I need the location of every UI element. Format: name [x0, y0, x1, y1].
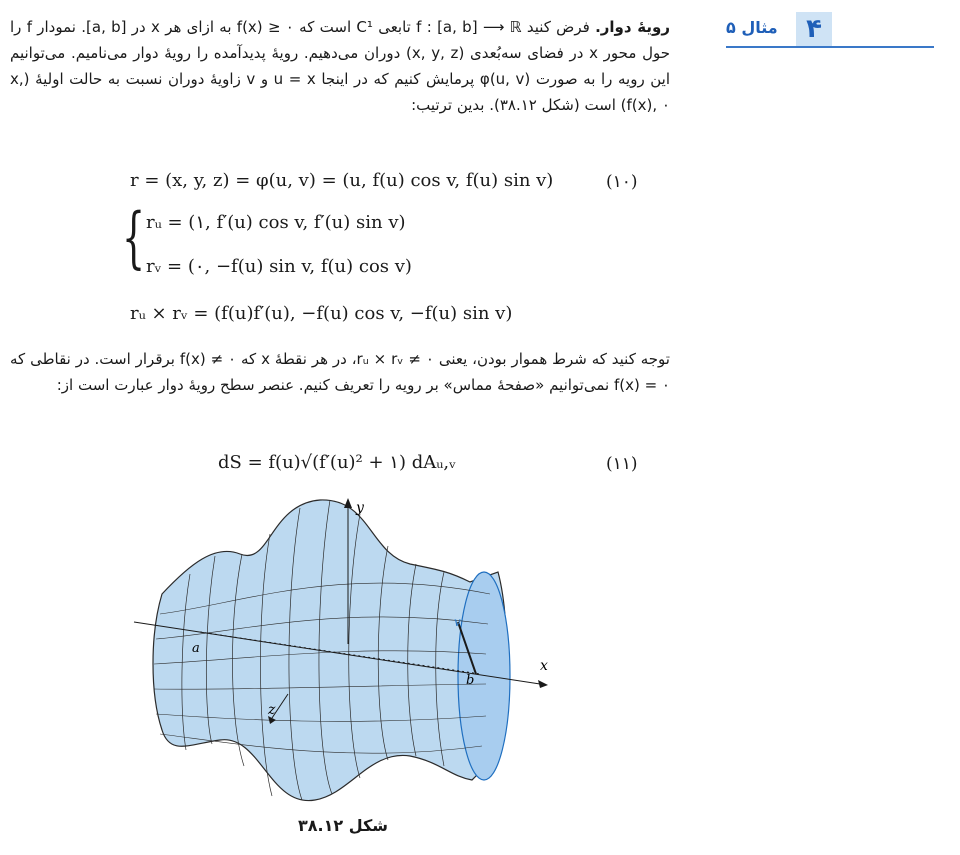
smoothness-paragraph: توجه کنید که شرط هموار بودن، یعنی rᵤ × rᵥ ≠ ۰، در هر نقطهٔ x که f(x) ≠ ۰ برقرار است. در نقاطی که f(x) = ۰ نمی‌توانیم «صفحهٔ مماس» بر رویه را تعریف کنیم. عنصر سطح رویهٔ دوار عبارت است از: [10, 350, 670, 394]
surface-of-revolution-figure [120, 494, 580, 806]
y-arrow-icon [344, 498, 352, 508]
equation-cross-product: rᵤ × rᵥ = (f(u)f′(u), −f(u) cos v, −f(u) sin v) [130, 303, 513, 324]
label-a: a [192, 641, 200, 656]
term-surface-of-revolution: رویهٔ دوار. [595, 18, 670, 36]
x-arrow-icon [538, 680, 548, 688]
equation-11: dS = f(u)√(f′(u)² + ۱) dAᵤ,ᵥ [218, 452, 456, 473]
equation-brace: { [122, 199, 146, 276]
equation-r-v: rᵥ = (۰, −f(u) sin v, f(u) cos v) [146, 256, 412, 277]
surface-body [153, 500, 506, 801]
intro-text: فرض کنید f : [a, b] ⟶ ℝ تابعی C¹ است که f(x) ≥ ۰ به ازای هر x در [a, b]. نمودار f را حول محور x در فضای سه‌بُعدی (x, y, z) دوران می‌دهیم. رویهٔ پدیدآمده را رویهٔ دوار می‌نامیم. می‌توانیم این رویه را به صورت φ(u, v) پرمایش کنیم که در اینجا u = x و v زاویهٔ دوران نسبت به حالت اولیهٔ (x, f(x), ۰) است (شکل ۳۸.۱۲). بدین ترتیب: [10, 18, 671, 114]
label-y: y [356, 500, 364, 516]
intro-paragraph [10, 14, 670, 118]
label-z: z [268, 702, 276, 718]
equation-10: r = (x, y, z) = φ(u, v) = (u, f(u) cos v, f(u) sin v) [130, 170, 554, 191]
example-number-badge: ۴ [796, 12, 832, 46]
equation-10-number: (۱۰) [606, 172, 638, 192]
header-rule [726, 46, 934, 48]
equation-11-number: (۱۱) [606, 454, 638, 474]
label-x: x [540, 658, 548, 674]
example-header [726, 14, 934, 48]
figure-caption: شکل ۳۸.۱۲ [298, 816, 389, 835]
example-label: مثال ۵ [726, 18, 778, 37]
label-b: b [466, 673, 475, 688]
label-v: v [454, 615, 461, 629]
equation-r-u: rᵤ = (۱, f′(u) cos v, f′(u) sin v) [146, 212, 406, 233]
